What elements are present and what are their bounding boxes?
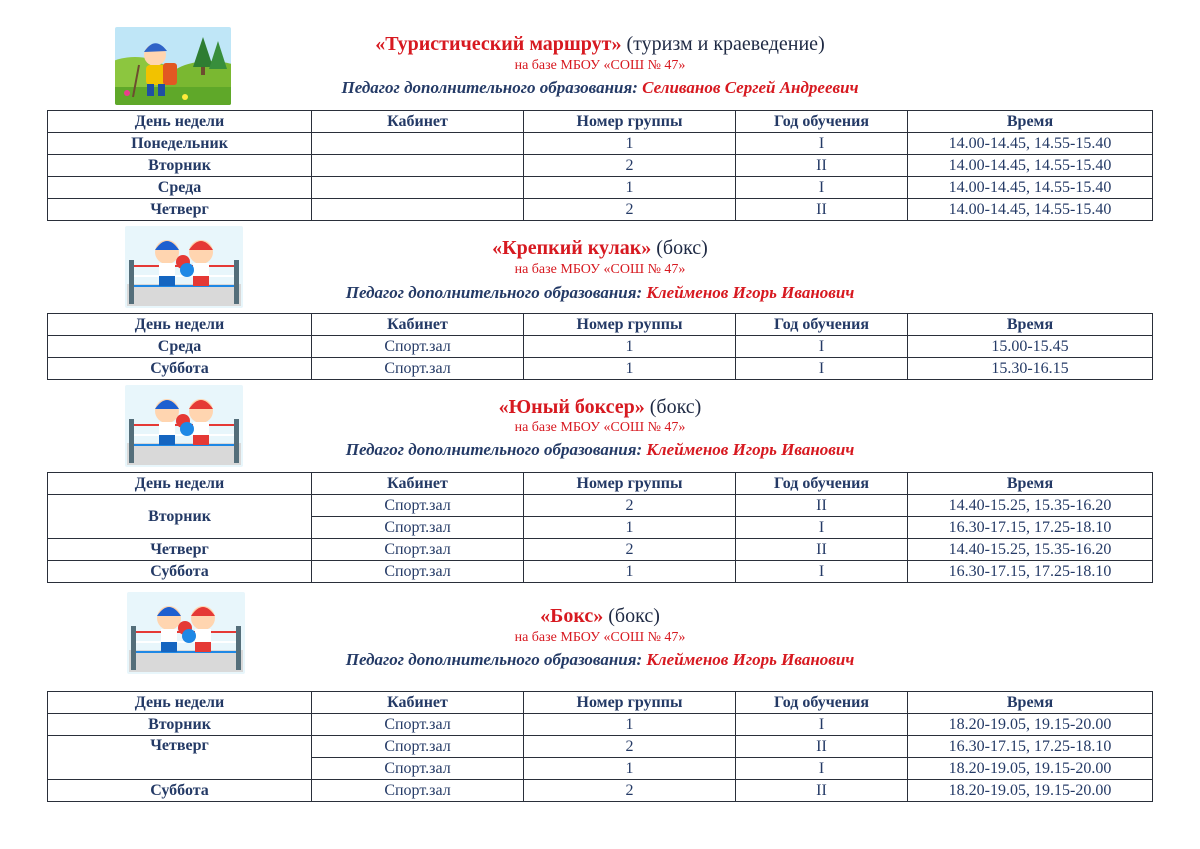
group-cell: 1 — [524, 561, 736, 583]
table-row — [48, 177, 1153, 199]
pedagog-label: Педагог дополнительного образования: — [345, 283, 643, 302]
year-cell: I — [736, 758, 908, 780]
day-cell: Суббота — [48, 780, 312, 802]
room-cell: Спорт.зал — [312, 736, 524, 758]
table-row — [48, 358, 1153, 380]
schedule-table — [47, 110, 1153, 221]
year-cell: II — [736, 539, 908, 561]
teacher-line — [0, 440, 1200, 460]
section-title — [0, 33, 1200, 56]
room-cell — [312, 155, 524, 177]
column-header-year: Год обучения — [736, 111, 908, 133]
program-description: (бокс) — [608, 605, 660, 627]
day-cell: Четверг — [48, 199, 312, 221]
time-cell: 16.30-17.15, 17.25-18.10 — [908, 736, 1153, 758]
year-cell: I — [736, 714, 908, 736]
year-cell: I — [736, 133, 908, 155]
pedagog-label: Педагог дополнительного образования: — [341, 78, 638, 97]
column-header-year: Год обучения — [736, 692, 908, 714]
column-header-group: Номер группы — [524, 692, 736, 714]
day-cell: Вторник — [48, 155, 312, 177]
year-cell: I — [736, 517, 908, 539]
time-cell: 18.20-19.05, 19.15-20.00 — [908, 758, 1153, 780]
room-cell — [312, 133, 524, 155]
room-cell: Спорт.зал — [312, 358, 524, 380]
group-cell: 2 — [524, 780, 736, 802]
program-description: (бокс) — [649, 396, 702, 418]
teacher-name: Клейменов Игорь Иванович — [646, 440, 855, 459]
group-cell: 1 — [524, 133, 736, 155]
day-cell: Четверг — [48, 539, 312, 561]
pedagog-label: Педагог дополнительного образования: — [345, 440, 643, 459]
schedule-table — [47, 472, 1153, 583]
day-cell: Четверг — [48, 736, 312, 780]
pedagog-label: Педагог дополнительного образования: — [345, 650, 643, 669]
column-header-group: Номер группы — [524, 473, 736, 495]
time-cell: 14.00-14.45, 14.55-15.40 — [908, 133, 1153, 155]
column-header-day: День недели — [48, 314, 312, 336]
room-cell: Спорт.зал — [312, 336, 524, 358]
day-cell: Вторник — [48, 714, 312, 736]
table-row — [48, 539, 1153, 561]
section-title — [0, 605, 1200, 628]
teacher-line — [0, 78, 1200, 98]
teacher-name: Селиванов Сергей Андреевич — [642, 78, 859, 97]
room-cell — [312, 177, 524, 199]
table-row — [48, 133, 1153, 155]
program-description: (туризм и краеведение) — [626, 33, 825, 55]
group-cell: 1 — [524, 336, 736, 358]
school-base: на базе МБОУ «СОШ № 47» — [514, 58, 686, 73]
room-cell: Спорт.зал — [312, 758, 524, 780]
time-cell: 14.00-14.45, 14.55-15.40 — [908, 199, 1153, 221]
column-header-year: Год обучения — [736, 314, 908, 336]
room-cell — [312, 199, 524, 221]
column-header-year: Год обучения — [736, 473, 908, 495]
column-header-day: День недели — [48, 111, 312, 133]
time-cell: 18.20-19.05, 19.15-20.00 — [908, 714, 1153, 736]
column-header-room: Кабинет — [312, 111, 524, 133]
schedule-table — [47, 691, 1153, 802]
school-base: на базе МБОУ «СОШ № 47» — [514, 630, 686, 645]
day-cell: Суббота — [48, 358, 312, 380]
year-cell: I — [736, 561, 908, 583]
time-cell: 14.40-15.25, 15.35-16.20 — [908, 495, 1153, 517]
time-cell: 14.00-14.45, 14.55-15.40 — [908, 177, 1153, 199]
table-header-row — [48, 314, 1153, 336]
table-row — [48, 336, 1153, 358]
time-cell: 15.30-16.15 — [908, 358, 1153, 380]
time-cell: 18.20-19.05, 19.15-20.00 — [908, 780, 1153, 802]
program-name: «Туристический маршрут» — [375, 33, 622, 55]
table-row — [48, 736, 1153, 758]
program-description: (бокс) — [656, 237, 708, 259]
group-cell: 2 — [524, 155, 736, 177]
year-cell: II — [736, 199, 908, 221]
time-cell: 16.30-17.15, 17.25-18.10 — [908, 517, 1153, 539]
year-cell: II — [736, 495, 908, 517]
column-header-time: Время — [908, 473, 1153, 495]
year-cell: II — [736, 155, 908, 177]
group-cell: 1 — [524, 758, 736, 780]
room-cell: Спорт.зал — [312, 561, 524, 583]
time-cell: 15.00-15.45 — [908, 336, 1153, 358]
room-cell: Спорт.зал — [312, 539, 524, 561]
teacher-name: Клейменов Игорь Иванович — [646, 283, 855, 302]
column-header-room: Кабинет — [312, 692, 524, 714]
year-cell: I — [736, 358, 908, 380]
column-header-time: Время — [908, 111, 1153, 133]
group-cell: 1 — [524, 517, 736, 539]
column-header-group: Номер группы — [524, 314, 736, 336]
program-name: «Крепкий кулак» — [492, 237, 652, 259]
column-header-time: Время — [908, 314, 1153, 336]
column-header-room: Кабинет — [312, 473, 524, 495]
room-cell: Спорт.зал — [312, 780, 524, 802]
table-row — [48, 780, 1153, 802]
table-row — [48, 155, 1153, 177]
teacher-line — [0, 650, 1200, 670]
column-header-day: День недели — [48, 473, 312, 495]
table-row — [48, 199, 1153, 221]
program-name: «Юный боксер» — [498, 396, 645, 418]
column-header-day: День недели — [48, 692, 312, 714]
day-cell: Суббота — [48, 561, 312, 583]
room-cell: Спорт.зал — [312, 714, 524, 736]
year-cell: II — [736, 736, 908, 758]
day-cell: Среда — [48, 177, 312, 199]
group-cell: 1 — [524, 177, 736, 199]
table-row — [48, 714, 1153, 736]
group-cell: 1 — [524, 714, 736, 736]
day-cell: Понедельник — [48, 133, 312, 155]
schedule-table — [47, 313, 1153, 380]
time-cell: 16.30-17.15, 17.25-18.10 — [908, 561, 1153, 583]
day-cell: Вторник — [48, 495, 312, 539]
school-base: на базе МБОУ «СОШ № 47» — [514, 262, 686, 277]
time-cell: 14.40-15.25, 15.35-16.20 — [908, 539, 1153, 561]
teacher-line — [0, 283, 1200, 303]
room-cell: Спорт.зал — [312, 517, 524, 539]
year-cell: II — [736, 780, 908, 802]
group-cell: 2 — [524, 199, 736, 221]
column-header-time: Время — [908, 692, 1153, 714]
group-cell: 2 — [524, 495, 736, 517]
section-title — [0, 237, 1200, 260]
table-row — [48, 495, 1153, 517]
group-cell: 2 — [524, 736, 736, 758]
school-base: на базе МБОУ «СОШ № 47» — [514, 420, 686, 435]
year-cell: I — [736, 177, 908, 199]
table-header-row — [48, 473, 1153, 495]
table-row — [48, 561, 1153, 583]
time-cell: 14.00-14.45, 14.55-15.40 — [908, 155, 1153, 177]
room-cell: Спорт.зал — [312, 495, 524, 517]
column-header-room: Кабинет — [312, 314, 524, 336]
column-header-group: Номер группы — [524, 111, 736, 133]
day-cell: Среда — [48, 336, 312, 358]
group-cell: 1 — [524, 358, 736, 380]
teacher-name: Клейменов Игорь Иванович — [646, 650, 855, 669]
table-header-row — [48, 111, 1153, 133]
program-name: «Бокс» — [540, 605, 604, 627]
table-header-row — [48, 692, 1153, 714]
group-cell: 2 — [524, 539, 736, 561]
year-cell: I — [736, 336, 908, 358]
section-title — [0, 396, 1200, 419]
